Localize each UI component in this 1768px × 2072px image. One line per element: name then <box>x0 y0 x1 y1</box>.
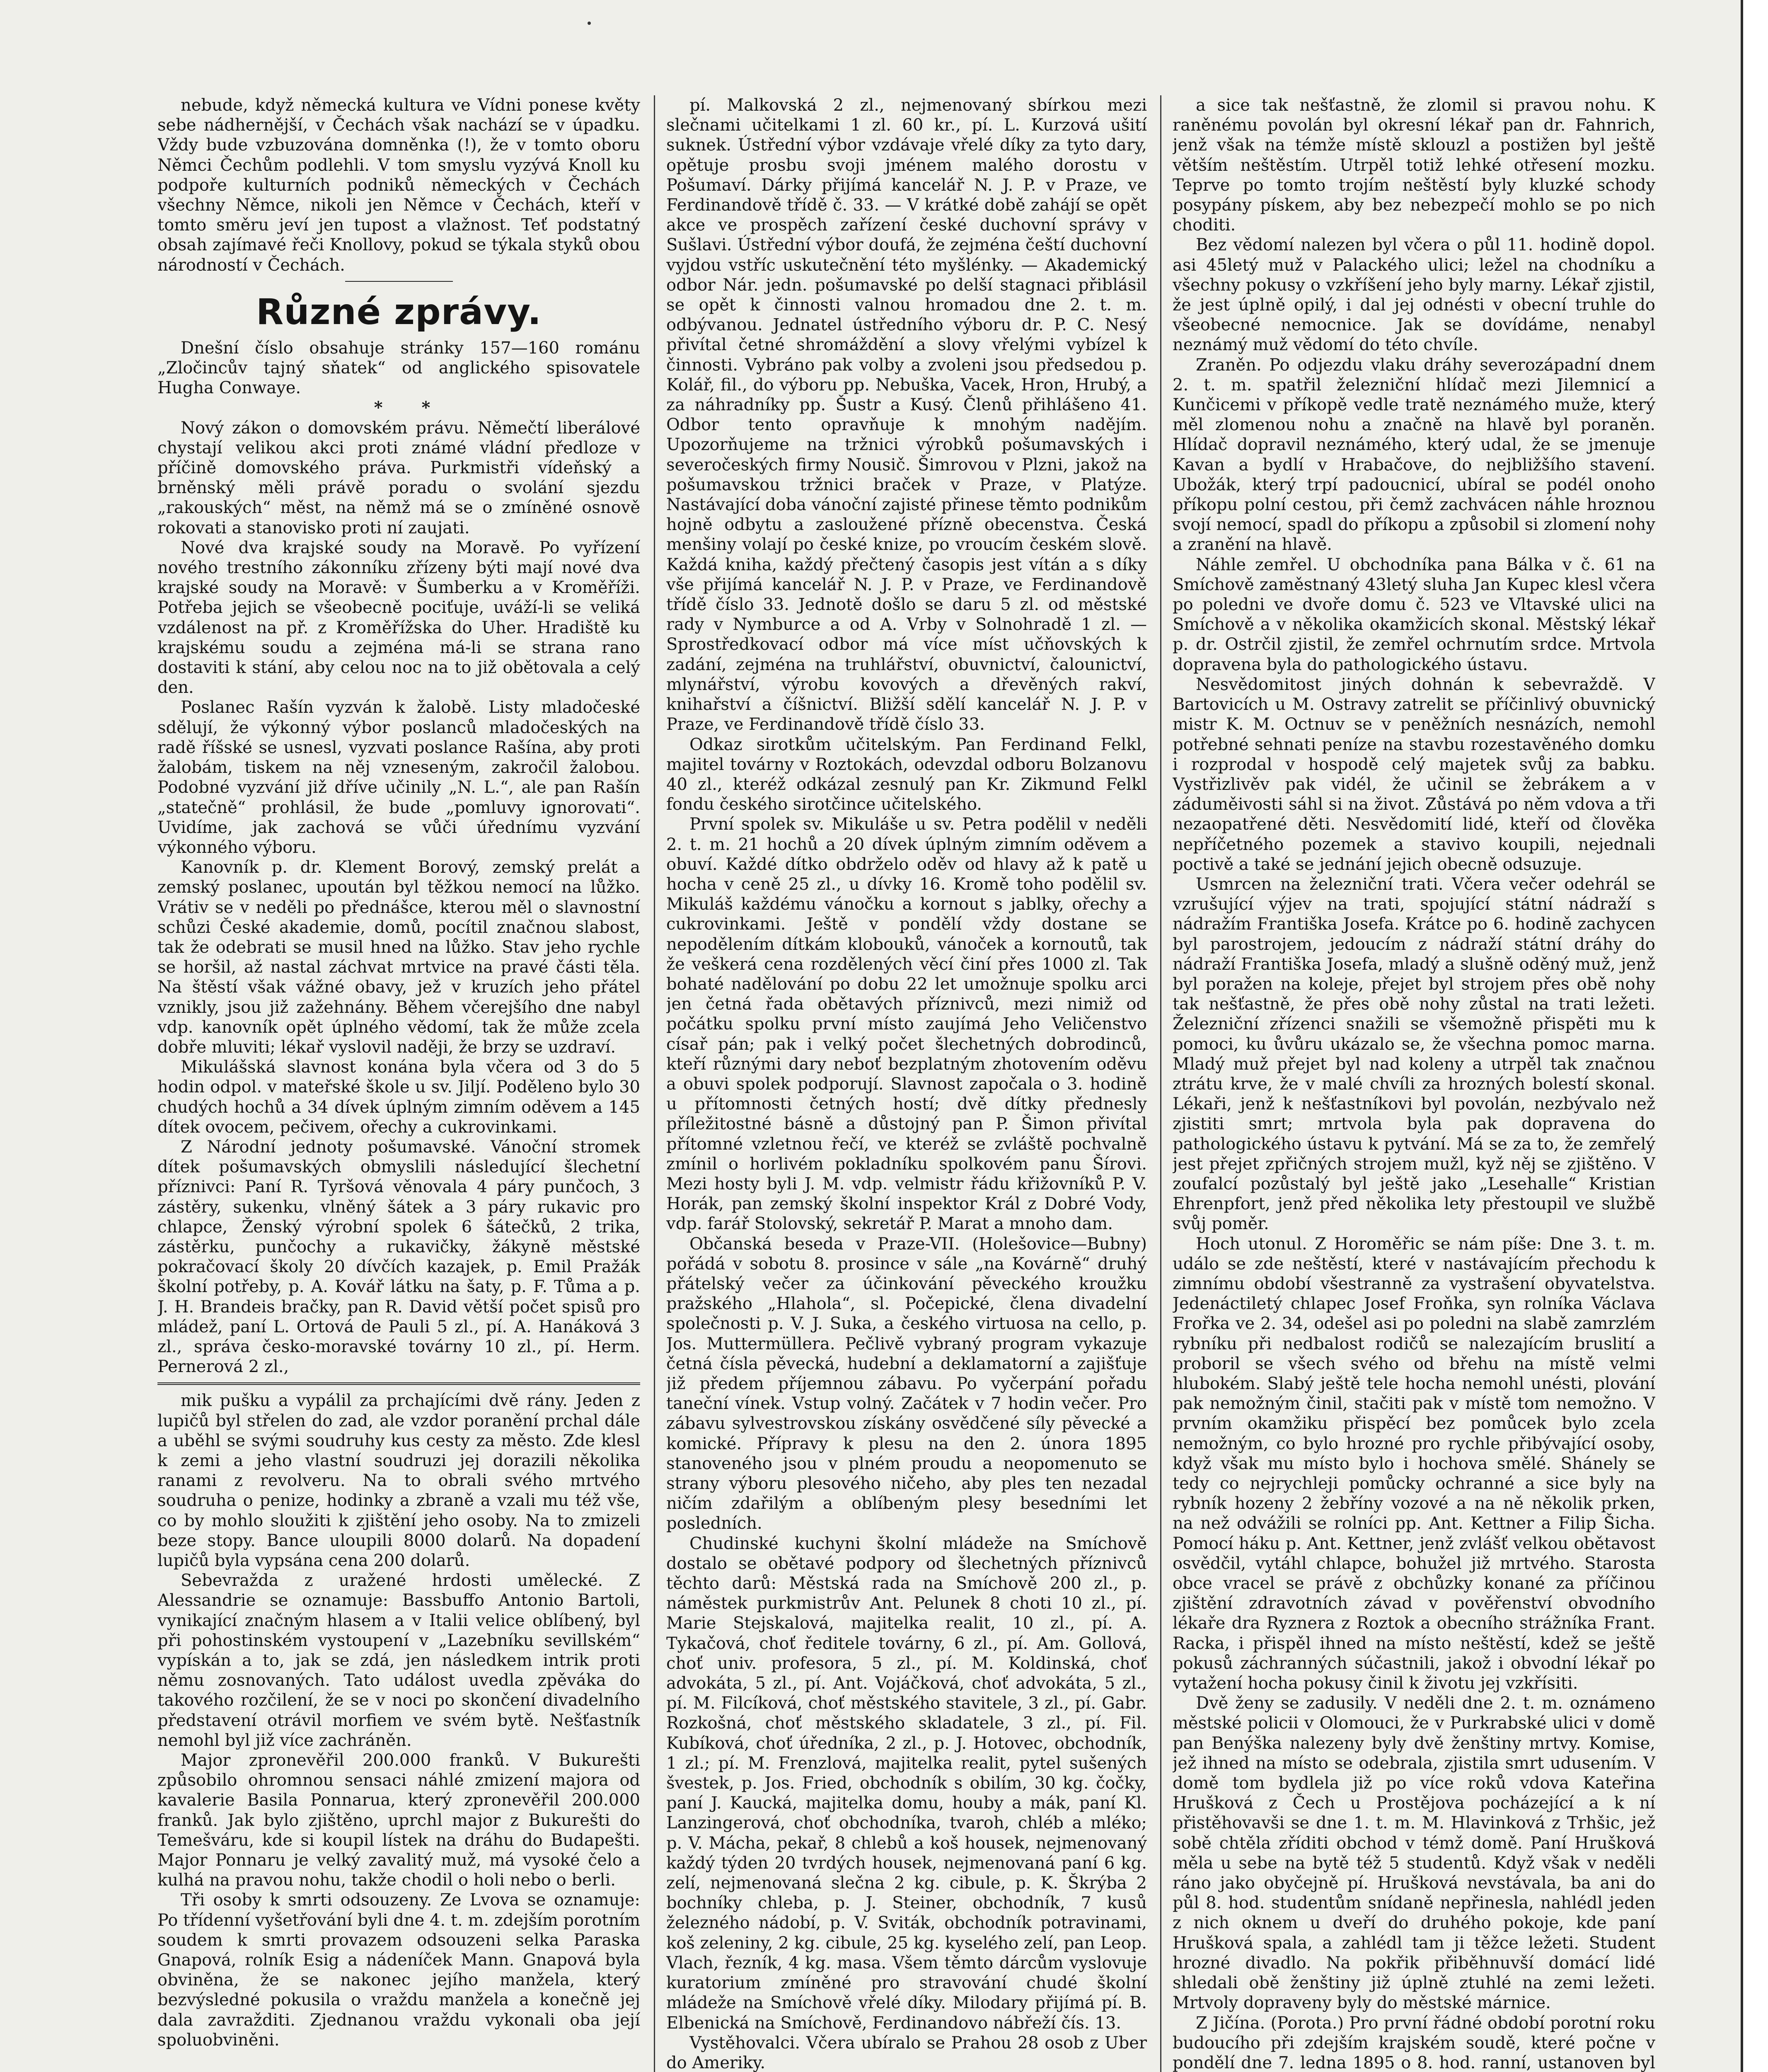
news-item: Náhle zemřel. U obchodníka pana Bálka v č. 61 na Smíchově zaměstnaný 43letý sluha Jan Kupec klesl včera po poledni ve dvoře domu č. 523 ve Vltavské ulici na Smíchově a v několika okamžicích skonal. Městský lékař p. dr. Ostrčil zjistil, že zemřel ochrnutím srdce. Mrtvola dopravena byla do pathologického ústavu. <box>1173 555 1655 674</box>
news-item: Usmrcen na železniční trati. Včera večer odehrál se vzrušující výjev na trati, spojující státní nádraží s nádražím Františka Josefa. Krátce po 6. hodině zachycen byl parostrojem, jedoucím z nádraží státní dráhy do nádraží Františka Josefa, mladý a slušně oděný muž, jenž byl poražen na koleje, přejet byl strojem přes obě nohy tak nešťastně, že přes obě nohy zůstal na trati ležeti. Železniční zřízenci snažili se všemožně přispěti mu k pomoci, ku ůvůru ukázalo se, že všechna pomoc marna. Mladý muž přejet byl nad koleny a utrpěl tak značnou ztrátu krve, že v malé chvíli za hrozných bolestí skonal. Lékaři, jenž k nešťastníkovi byl povolán, nezbývalo než zjistiti smrt; mrtvola byla pak dopravena do pathologického ústavu k pytvání. Má se za to, že zemřelý jest přejet zpřičných strojem mužl, kyž něj se zjištěno. V zoufalcí pozůstalý byl ještě jako „Lesehalle“ Kristian Ehrenpfort, jenž před několika lety přestoupil ve službě svůj poměr. <box>1173 874 1655 1234</box>
column-2 <box>666 95 1147 2072</box>
news-item: Sebevražda z uražené hrdosti umělecké. Z Alessandrie se oznamuje: Bassbuffo Antonio Bartoli, vynikající značným hlasem a v Italii velice oblíbený, byl při pohostinském vystoupení v „Lazebníku sevillském“ vypískán a to, jak se zdá, jen následkem intrik proti němu zosnovaných. Tato událost uvedla zpěváka do takového rozčilení, že se v noci po skončení divadelního představení otrávil morfiem ve svém bytě. Nešťastník nemohl byl již více zachráněn. <box>157 1571 640 1750</box>
divider <box>157 1382 640 1385</box>
news-item: První spolek sv. Mikuláše u sv. Petra podělil v neděli 2. t. m. 21 hochů a 20 dívek úplným zimním oděvem a obuví. Každé dítko obdrželo oděv od hlavy až k patě u hocha v ceně 25 zl., u dívky 16. Kromě toho podělil sv. Mikuláš každému vánočku a kornout s jablky, ořechy a cukrovinkami. Ještě v pondělí vždy dostane se nepodělením dítkám klobouků, vánoček a kornoutů, tak že veškerá cena rozdělených věcí činí přes 1000 zl. Tak bohaté nadělování po dobu 22 let umožnuje spolku arci jen četná řada obětavých příznivců, mezi nimiž od počátku spolku první místo zaujímá Jeho Veličenstvo císař pán; pak i velký počet šlechetných dobrodinců, kteří různými dary neboť bezplatným zhotovením oděvu a obuvi spolek podporují. Slavnost započala o 3. hodině u přítomnosti četných hostí; dvě dítky přednesly příležitostné básně a důstojný pan P. Šimon přivítal přítomné vzletnou řečí, ve kteréž se zvláště pochvalně zmínil o horlivém pokladníku spolkovém panu Šírovi. Mezi hosty byli J. M. vdp. velmistr řádu křižovníků P. V. Horák, pan zemský školní inspektor Král z Dobré Vody, vdp. farář Stolovský, sekretář P. Marat a mnoho dam. <box>666 815 1147 1234</box>
scan-edge-line <box>1741 0 1743 2072</box>
page-dot <box>588 22 591 25</box>
news-item: Nové dva krajské soudy na Moravě. Po vyřízení nového trestního zákonníku zřízeny býti mají nové dva krajské soudy na Moravě: v Šumberku a v Kroměříži. Potřeba jejich se všeobecně pociťuje, uváží-li se veliká vzdálenost na př. z Kroměřížska do Uher. Hradiště ku krajskému soudu a zejména má-li se strana rano dostaviti k stání, aby celou noc na to již obětovala a celý den. <box>157 538 640 697</box>
column-rule <box>654 95 655 2072</box>
divider <box>345 281 453 282</box>
ornament: * * <box>374 398 447 418</box>
column-1 <box>157 95 640 2072</box>
article-text: Dnešní číslo obsahuje stránky 157—160 románu „Zločincův tajný sňatek“ od anglického spisovatele Hugha Conwaye. <box>157 338 640 398</box>
news-item: pí. Malkovská 2 zl., nejmenovaný sbírkou mezi slečnami učitelkami 1 zl. 60 kr., pí. L. Kurzová ušití suknek. Ústřední výbor vzdávaje vřelé díky za tyto dary, opětuje prosbu svoji jménem malého dorostu v Pošumaví. Dárky přijímá kancelář N. J. P. v Praze, ve Ferdinandově třídě č. 33. — V krátké době zahájí se opět akce ve prospěch zařízení české duchovní správy v Sušlavi. Ústřední výbor doufá, že zejména čeští duchovní vyjdou vstříc uskutečnění této myšlénky. — Akademický odbor Nár. jedn. pošumavské po delší stagnaci přiblásil se opět k činnosti valnou hromadou dne 2. t. m. odbývanou. Jednatel ústředního výboru dr. P. C. Nesý přivítal četné shromáždění a slovy vřelými vybízel k činnosti. Vybráno pak volby a zvoleni jsou předsedou p. Kolář, fil., do výboru pp. Nebuška, Vacek, Hron, Hrubý, a za náhradníky pp. Šustr a Kusý. Členů přihlášeno 41. Odbor tento opravňuje k mnohým nadějím. Upozorňujeme na tržnici výrobků pošumavských i severočeských firmy Nousič. Šimrovou v Plzni, jakož na pošumavskou tržnici braček v Praze, v Platýze. Nastávající doba vánoční zajisté přinese těmto podnikům hojně odbytu a zasloužené přízně obecenstva. Česká menšiny volají po české knize, po vroucím českém slově. Každá kniha, každý přečtený časopis jest vítán a s díky vše přijímá kancelář N. J. P. v Praze, ve Ferdinandově třídě číslo 33. Jednotě došlo se daru 5 zl. od městské rady v Nymburce a od A. Vrby v Solnohradě 1 zl. — Sprostředkovací odbor má více míst učňovských k zadání, zejména na truhlářství, obuvnictví, čalounictví, mlynářství, výrobu kovových a dřevěných rakví, knihařství a číšnictví. Bližší sdělí kancelář N. J. P. v Praze, ve Ferdinandově třídě číslo 33. <box>666 96 1147 734</box>
news-item: a sice tak nešťastně, že zlomil si pravou nohu. K raněnému povolán byl okresní lékař pan dr. Fahnrich, jenž však na témže místě sklouzl a postižen byl ještě větším neštěstím. Utrpěl totiž lehké otřesení mozku. Teprve po tomto trojím neštěstí byly kluzké schody posypány pískem, aby bez nebezpečí mohlo se po nich choditi. <box>1173 96 1655 235</box>
newspaper-page <box>157 95 1657 2072</box>
news-item: Mikulášská slavnost konána byla včera od 3 do 5 hodin odpol. v mateřské škole u sv. Jiljí. Poděleno bylo 30 chudých hochů a 34 dívek úplným zimním oděvem a 145 dítek ovocem, pečivem, ořechy a cukrovinkami. <box>157 1058 640 1137</box>
news-item: Chudinské kuchyni školní mládeže na Smíchově dostalo se obětavé podpory od šlechetných příznivců těchto darů: Městská rada na Smíchově 200 zl., p. náměstek purkmistrův Ant. Pelunek 8 choti 10 zl., pí. Marie Stejskalová, majitelka realit, 10 zl., pí. A. Tykačová, choť ředitele továrny, 6 zl., pí. Am. Gollová, choť univ. profesora, 5 zl., pí. M. Koldinská, choť advokáta, 5 zl., pí. Ant. Vojáčková, choť advokáta, 5 zl., pí. M. Filcíková, choť městského stavitele, 3 zl., pí. Gabr. Rozkošná, choť městského skladatele, 3 zl., pí. Fil. Kubíková, choť úředníka, 2 zl., p. J. Hotovec, obchodník, 1 zl.; pí. M. Frenzlová, majitelka realit, pytel sušených švestek, p. Jos. Fried, obchodník s obilím, 30 kg. čočky, paní J. Kaucká, majitelka domu, houby a mák, paní Kl. Lanzingerová, choť obchodníka, tvaroh, chléb a mléko; p. V. Mácha, pekař, 8 chlebů a koš housek, nejmenovaný každý týden 20 tvrdých housek, nejmenovaná paní 6 kg. zelí, nejmenovaná slečna 2 kg. cibule, p. K. Škrýba 2 bochníky chleba, p. J. Steiner, obchodník, 7 kusů železného nádobí, p. V. Sviták, obchodník potravinami, koš zeleniny, 2 kg. cibule, 25 kg. kyselého zelí, pan Leop. Vlach, řezník, 4 kg. masa. Všem těmto dárcům vyslovuje kuratorium zmíněné pro stravování chudé školní mládeže na Smíchově vřelé díky. Milodary přijímá pí. B. Elbenická na Smíchově, Ferdinandovo nábřeží čís. 13. <box>666 1534 1147 2033</box>
news-item: Tři osoby k smrti odsouzeny. Ze Lvova se oznamuje: Po třídenní vyšetřování byli dne 4. t. m. zdejším porotním soudem k smrti provazem odsouzeni selka Paraska Gnapová, rolník Esig a nádeníček Mann. Gnapová byla obviněna, že se nakonec jejího manžela, který bezvýsledné pokusila o vraždu manžela a konečně jej dala zavražditi. Zjednanou vraždu vykonali oba její spoluobviněni. <box>157 1890 640 2050</box>
news-item: Zraněn. Po odjezdu vlaku dráhy severozápadní dnem 2. t. m. spatřil železniční hlídač mezi Jilemnicí a Kunčicemi v příkopě vedle tratě neznámého muže, který měl zlomenou nohu a značně na hlavě byl poraněn. Hlídač dopravil neznámého, který udal, že se jmenuje Kavan a bydlí v Hrabačove, do nejbližšího stavení. Ubožák, který trpí padoucnicí, ubíral se podél onoho příkopu polní cestou, při čemž zachvácen náhle hroznou svojí nemocí, spadl do příkopu a způsobil si zlomení nohy a zranění na hlavě. <box>1173 355 1655 554</box>
section-headline: Různé zprávy. <box>256 291 542 333</box>
news-item: Kanovník p. dr. Klement Borový, zemský prelát a zemský poslanec, upoután byl těžkou nemocí na lůžko. Vrátiv se v neděli po přednášce, kterou měl o slavnostní schůzi České akademie, domů, pocítil značnou slabost, tak že odebrati se musil hned na lůžko. Stav jeho rychle se horšil, až nastal záchvat mrtvice na pravé části těla. Na štěstí však vážné obavy, jež v kruzích jeho přátel vznikly, jsou již zažehnány. Během včerejšího dne nabyl vdp. kanovník opět úplného vědomí, tak že může zcela dobře mluviti; lékař vyslovil naději, že brzy se uzdraví. <box>157 858 640 1057</box>
column-3 <box>1173 95 1655 2072</box>
news-item: Hoch utonul. Z Horoměřic se nám píše: Dne 3. t. m. událo se zde neštěstí, které v nastávajícím přechodu k zimnímu období všestranně za vystrašení obyvatelstva. Jedenáctiletý chlapec Josef Froňka, syn rolníka Václava Frořka ve 2. 34, odešel asi po poledni na slabě zamrzlém rybníku při nedbalost rodičů se nalezajícím bruslití a proboril se všech svého od břehu na místě velmi hlubokém. Slabý ještě tele hocha nemohl unésti, plování pak nemožným činil, stačiti pak v místě tom nemožno. V prvním okamžiku přispěcí bez pomůcek bylo zcela nemožným, co bylo hrozné pro rychle přibývající osoby, když však mu místo bylo i hochova smělé. Shánely se tedy co nejrychleji pomůcky ochranné a sice byly na rybník hozeny 2 žebříny vozové a na ně několik prken, na než odvážili se rolníci pp. Ant. Kettner a Filip Šicha. Pomocí háku p. Ant. Kettner, jenž zvlášť velkou obětavost osvědčil, vytáhl chlapce, bohužel již mrtvého. Starosta obce vracel se právě z obchůzky konané za příčinou zjištění zdravotních závad v pověřenství obvodního lékaře dra Ryznera z Roztok a obecního strážníka Frant. Racka, i přispěl ihned na místo neštěstí, kdež se ještě pokusů záchranných súčastnili, jakož i obvodní lékař po vytažení hocha pokusy činil k životu jej vzkřísiti. <box>1173 1234 1655 1693</box>
news-item: Nesvědomitost jiných dohnán k sebevraždě. V Bartovicích u M. Ostravy zatrelit se příčinlivý obuvnický mistr K. M. Octnuv se v peněžních nesnázích, nemohl potřebné sehnati peníze na stavbu rozestavěného domku i rozprodal v hospodě celý majetek svůj za babku. Vystřizlivěv pak vidél, že učinil se žebrákem a v záduměivosti sáhl si na život. Zůstává po něm vdova a tři nezaopatřené děti. Nesvědomití lidé, kteří od člověka nepříčetného pozemek a stavivo koupili, nejednali poctivě a také se jednání jejich obecně odsuzuje. <box>1173 675 1655 874</box>
news-item: Poslanec Rašín vyzván k žalobě. Listy mladočeské sdělují, že výkonný výbor poslanců mladočeských na radě říšské se usnesl, vyzvati poslance Rašína, aby proti žalobám, tiskem na něj vzneseným, zakročil žalobou. Podobné vyzvání již dříve učinily „N. L.“, ale pan Rašín „statečně“ prohlásil, že bude „pomluvy ignorovati“. Uvidíme, jak zachová se vůči úřednímu vyzvání výkonného výboru. <box>157 698 640 857</box>
news-item: Vystěhovalci. Včera ubíralo se Prahou 28 osob z Uber do Ameriky. <box>666 2033 1147 2072</box>
article-text: nebude, když německá kultura ve Vídni ponese květy sebe nádhernější, v Čechách však nachází se v úpadku. Vždy bude vzbuzována domněnka (!), že v tomto oboru Němci Čechům podlehli. V tom smyslu vyzývá Knoll ku podpoře kulturních podniků německých v Čechách všechny Němce, nikoli jen Němce v Čechách, kteří v tomto směru jeví jen tupost a vlažnost. Teť podstatný obsah zajímavé řeči Knollovy, pokud se týkala styků obou národností v Čechách. <box>157 96 640 275</box>
news-item: Dvě ženy se zadusily. V neděli dne 2. t. m. oznámeno městské policii v Olomouci, že v Purkrabské ulici v domě pan Benýška nalezeny byly dvě ženštiny mrtvy. Komise, jež ihned na místo se odebrala, zjistila smrt udusením. V domě tom bydlela již po více roků vdova Kateřina Hrušková z Čech u Prostějova pocházející a k ní přistěhovavši se dne 1. t. m. M. Hlavinková z Trhšic, jež sobě chtěla zříditi obchod v témž domě. Paní Hrušková měla u sebe na bytě též 5 studentů. Když však v neděli ráno jako obyčejně pí. Hrušková nevstávala, ba ani do půl 8. hod. studentům snídaně nepřinesla, nahlédl jeden z nich oknem u dveří do druhého pokoje, kde paní Hrušková spala, a zahlédl tam ji těžce ležeti. Student hrozné divadlo. Na pokřik přiběhnuvší domácí lidé shledali obě ženštiny již úplně ztuhlé na zemi ležeti. Mrtvoly dopraveny byly do městské márnice. <box>1173 1694 1655 2013</box>
news-item: Odkaz sirotkům učitelským. Pan Ferdinand Felkl, majitel továrny v Roztokách, odevzdal odboru Bolzanovu 40 zl., kteréž odkázal zesnulý pan Kr. Zikmund Felkl fondu českého sirotčince učitelského. <box>666 735 1147 814</box>
news-item: mik pušku a vypálil za prchajícími dvě rány. Jeden z lupičů byl střelen do zad, ale vzdor poranění prchal dále a uběhl se svými soudruhy kus cesty za město. Zde klesl k zemi a jeho vlastní soudruzi jej dorazili několika ranami z revolveru. Na to obrali svého mrtvého soudruha o penize, hodinky a zbraně a vzali mu též vše, co by mohlo sloužiti k zjištění jeho osoby. Na to zmizeli beze stopy. Bance uloupili 8000 dolarů. Na dopadení lupičů byla vypsána cena 200 dolarů. <box>157 1391 640 1571</box>
news-item: Z Jičína. (Porota.) Pro první řádné období porotní roku budoucího při zdejším krajském soudě, které počne v pondělí dne 7. ledna 1895 o 8. hod. ranní, ustanoven byl <box>1173 2013 1655 2072</box>
news-item: Bez vědomí nalezen byl včera o půl 11. hodině dopol. asi 45letý muž v Palackého ulici; ležel na chodníku a všechny pokusy o vzkříšení jeho byly marny. Lékař zjistil, že jest úplně opilý, i dal jej odnésti v obecní truhle do všeobecné nemocnice. Jak se dovídáme, nenabyl neznámý muž vědomí do této chvíle. <box>1173 235 1655 355</box>
column-rule <box>1160 95 1161 2072</box>
news-item: Z Národní jednoty pošumavské. Vánoční stromek dítek pošumavských obmyslili následující šlechetní příznivci: Paní R. Tyršová věnovala 4 páry punčoch, 3 zástěry, sukenku, vlněný šátek a 3 páry rukavic pro chlapce, Ženský výrobní spolek 6 šátečků, 2 trika, zástěrku, punčochy a rukavičky, žákyně městské pokračovací školy 20 dívčích kazajek, p. Emil Pražák školní potřeby, p. A. Kovář látku na šaty, p. F. Tůma a p. J. H. Brandeis bračky, pan R. David větší počet spisů pro mládež, paní L. Ortová de Pauli 5 zl., pí. A. Hanáková 3 zl., správa česko-moravské továrny 10 zl., pí. Herm. Pernerová 2 zl., <box>157 1137 640 1377</box>
news-item: Nový zákon o domovském právu. Němečtí liberálové chystají velikou akci proti známé vládní předloze v příčině domovského práva. Purkmistři vídeňský a brněnský měli právě poradu o svolání sjezdu „rakouských“ měst, na němž má se o zmíněné osnově rokovati a stanovisko proti ní zaujati. <box>157 418 640 537</box>
scan-margin <box>1743 0 1768 2072</box>
news-item: Občanská beseda v Praze-VII. (Holešovice—Bubny) pořádá v sobotu 8. prosince v sále „na Kovárně“ druhý přátelský večer za účinkování pěveckého kroužku pražského „Hlahola“, sl. Počepické, člena divadelní společnosti p. V. J. Suka, a českého virtuosa na cello, p. Jos. Muttermüllera. Pečlivě vybraný program vykazuje četná čísla pěvecká, hudební a deklamatorní a zajišťuje již předem příjemnou zábavu. Po vyčerpání pořadu taneční vínek. Vstup volný. Začátek v 7 hodin večer. Pro zábavu sylvestrovskou získány osvědčené síly pěvecké a komické. Přípravy k plesu na den 2. února 1895 stanoveného jsou v plném proudu a neopomenuto se strany výboru plesového ničeho, aby ples ten nezadal ničím zdařilým a oblíbeným plesy besedními let posledních. <box>666 1234 1147 1533</box>
news-item: Major zpronevěřil 200.000 franků. V Bukurešti způsobilo ohromnou sensaci náhlé zmizení majora od kavalerie Basila Ponnarua, který zpronevěřil 200.000 franků. Jak bylo zjištěno, uprchl major z Bukurešti do Temešváru, kde si koupil lístek na dráhu do Budapešti. Major Ponnaru je velký zavalitý muž, má vysoké čelo a kulhá na pravou nohu, takže chodil o holi nebo o berli. <box>157 1751 640 1890</box>
